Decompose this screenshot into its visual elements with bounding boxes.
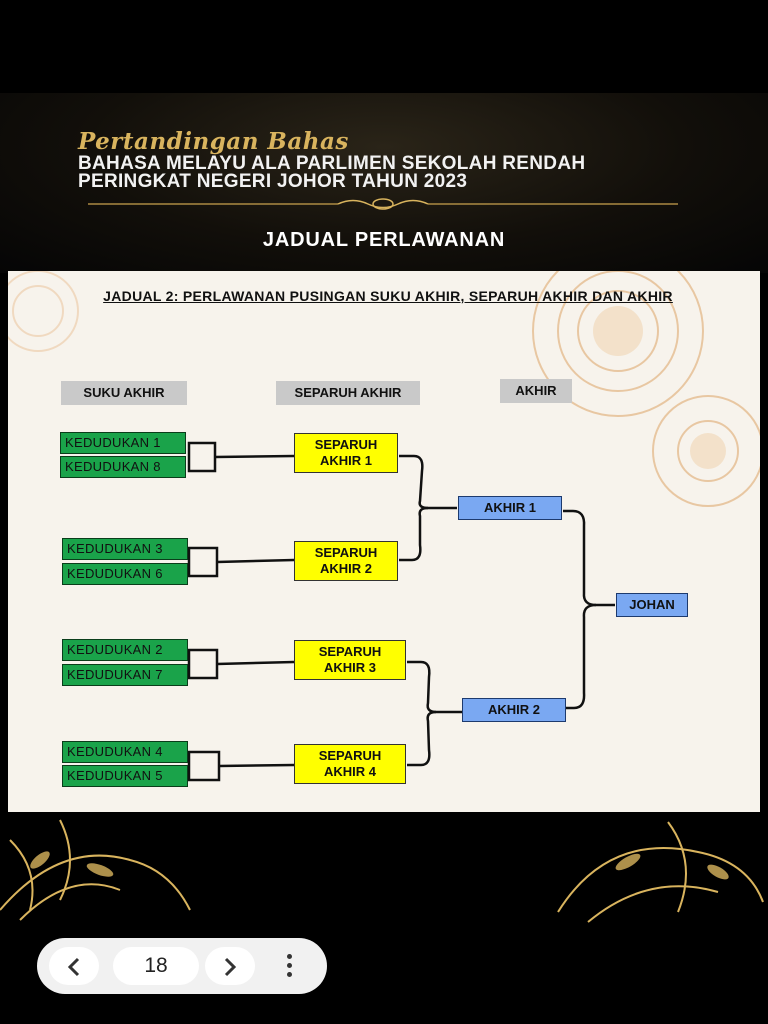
team-seed-8: KEDUDUKAN 8 (60, 456, 186, 478)
semifinal-4-line2: AKHIR 4 (323, 764, 376, 779)
gold-floral-left (0, 800, 200, 930)
semifinal-2-line1: SEPARUH (314, 545, 378, 560)
semifinal-2 (294, 541, 398, 581)
header-line-2: PERINGKAT NEGERI JOHOR TAHUN 2023 (78, 171, 468, 192)
page-number[interactable]: 18 (113, 947, 199, 985)
team-seed-7: KEDUDUKAN 7 (62, 664, 188, 686)
team-seed-3: KEDUDUKAN 3 (62, 538, 188, 560)
semifinal-3 (294, 640, 406, 680)
team-seed-1: KEDUDUKAN 1 (60, 432, 186, 454)
ornamental-divider (88, 197, 678, 211)
bracket-panel (8, 271, 760, 812)
semifinal-3-line2: AKHIR 3 (323, 660, 376, 675)
script-title: Pertandingan Bahas (78, 128, 349, 155)
bracket-title: JADUAL 2: PERLAWANAN PUSINGAN SUKU AKHIR, SEPARUH AKHIR DAN AKHIR (103, 288, 673, 304)
semifinal-4 (294, 744, 406, 784)
gold-floral-right (548, 812, 768, 932)
semifinal-1-line2: AKHIR 1 (319, 453, 372, 468)
team-seed-6: KEDUDUKAN 6 (62, 563, 188, 585)
next-page-button[interactable] (205, 947, 255, 985)
chevron-left-icon (66, 957, 82, 977)
semifinal-1 (294, 433, 398, 473)
final-2: AKHIR 2 (462, 698, 566, 722)
round-header-final: AKHIR (500, 379, 572, 403)
more-options-button[interactable] (277, 950, 301, 982)
round-header-semifinal: SEPARUH AKHIR (276, 381, 420, 405)
champion-box: JOHAN (616, 593, 688, 617)
round-header-quarterfinal: SUKU AKHIR (61, 381, 187, 405)
semifinal-4-line1: SEPARUH (318, 748, 382, 763)
header-line-1: BAHASA MELAYU ALA PARLIMEN SEKOLAH RENDAH (78, 153, 586, 174)
page-navigation-bar (37, 938, 327, 994)
team-seed-2: KEDUDUKAN 2 (62, 639, 188, 661)
chevron-right-icon (222, 957, 238, 977)
semifinal-1-line1: SEPARUH (314, 437, 378, 452)
team-seed-5: KEDUDUKAN 5 (62, 765, 188, 787)
previous-page-button[interactable] (49, 947, 99, 985)
more-vertical-icon (287, 954, 292, 959)
team-seed-4: KEDUDUKAN 4 (62, 741, 188, 763)
semifinal-2-line2: AKHIR 2 (319, 561, 372, 576)
schedule-title: JADUAL PERLAWANAN (262, 229, 506, 251)
final-1: AKHIR 1 (458, 496, 562, 520)
semifinal-3-line1: SEPARUH (318, 644, 382, 659)
